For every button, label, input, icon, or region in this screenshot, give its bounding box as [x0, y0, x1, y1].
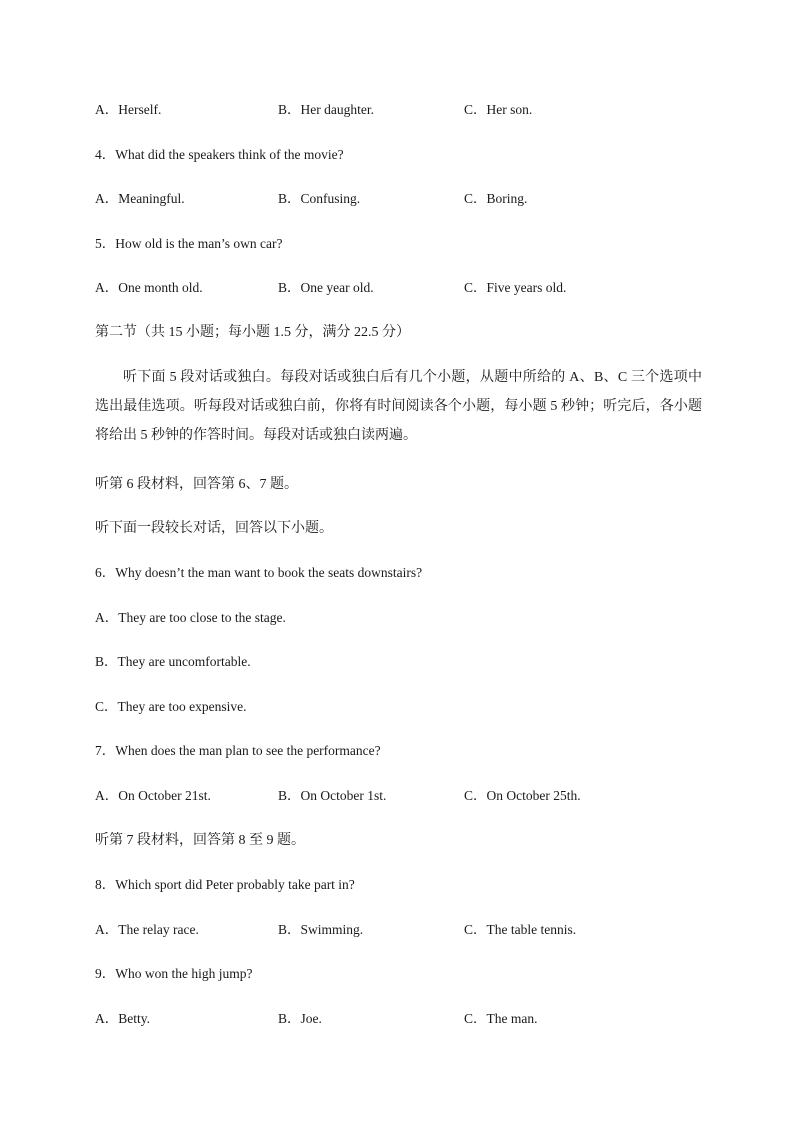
q8-option-a: A．The relay race.: [95, 922, 199, 937]
q6-option-a: A．They are too close to the stage.: [95, 610, 286, 625]
q9-options: [95, 1010, 715, 1028]
q7-options: [95, 787, 715, 805]
section-instructions: 听下面 5 段对话或独白。每段对话或独白后有几个小题，从题中所给的 A、B、C 三个选项中选出最佳选项。听每段对话或独白前，你将有时间阅读各个小题，每小题 5 秒钟；听完后，各小题将给出 5 秒钟的作答时间。每段对话或独白读两遍。: [95, 370, 702, 443]
material-6-heading: 听第 6 段材料，回答第 6、7 题。: [95, 477, 298, 492]
q4-stem: 4．What did the speakers think of the movie?: [95, 147, 344, 162]
section-heading: 第二节（共 15 小题；每小题 1.5 分，满分 22.5 分）: [95, 325, 410, 340]
q3-option-c: C．Her son.: [464, 102, 533, 117]
q4-option-c: C．Boring.: [464, 191, 528, 206]
q8-option-c: C．The table tennis.: [464, 922, 577, 937]
q3-option-a: A．Herself.: [95, 102, 162, 117]
q7-option-a: A．On October 21st.: [95, 788, 211, 803]
q5-stem: 5．How old is the man’s own car?: [95, 236, 283, 251]
q9-option-b: B．Joe.: [278, 1011, 322, 1026]
q5-option-b: B．One year old.: [278, 280, 374, 295]
q4-options: [95, 190, 715, 208]
q8-stem: 8．Which sport did Peter probably take part in?: [95, 877, 355, 892]
q7-option-b: B．On October 1st.: [278, 788, 387, 803]
q3-options: [95, 101, 715, 119]
q3-option-b: B．Her daughter.: [278, 102, 374, 117]
q9-option-c: C．The man.: [464, 1011, 538, 1026]
q5-option-c: C．Five years old.: [464, 280, 567, 295]
material-6-subheading: 听下面一段较长对话，回答以下小题。: [95, 521, 333, 536]
q8-options: [95, 921, 715, 939]
q4-option-b: B．Confusing.: [278, 191, 361, 206]
q9-stem: 9．Who won the high jump?: [95, 966, 253, 981]
q9-option-a: A．Betty.: [95, 1011, 150, 1026]
q7-stem: 7．When does the man plan to see the performance?: [95, 743, 381, 758]
material-7-heading: 听第 7 段材料，回答第 8 至 9 题。: [95, 833, 305, 848]
q6-option-c: C．They are too expensive.: [95, 699, 247, 714]
q5-options: [95, 279, 715, 297]
q6-stem: 6．Why doesn’t the man want to book the seats downstairs?: [95, 565, 423, 580]
q7-option-c: C．On October 25th.: [464, 788, 581, 803]
q4-option-a: A．Meaningful.: [95, 191, 185, 206]
q8-option-b: B．Swimming.: [278, 922, 364, 937]
q5-option-a: A．One month old.: [95, 280, 203, 295]
q6-option-b: B．They are uncomfortable.: [95, 654, 251, 669]
